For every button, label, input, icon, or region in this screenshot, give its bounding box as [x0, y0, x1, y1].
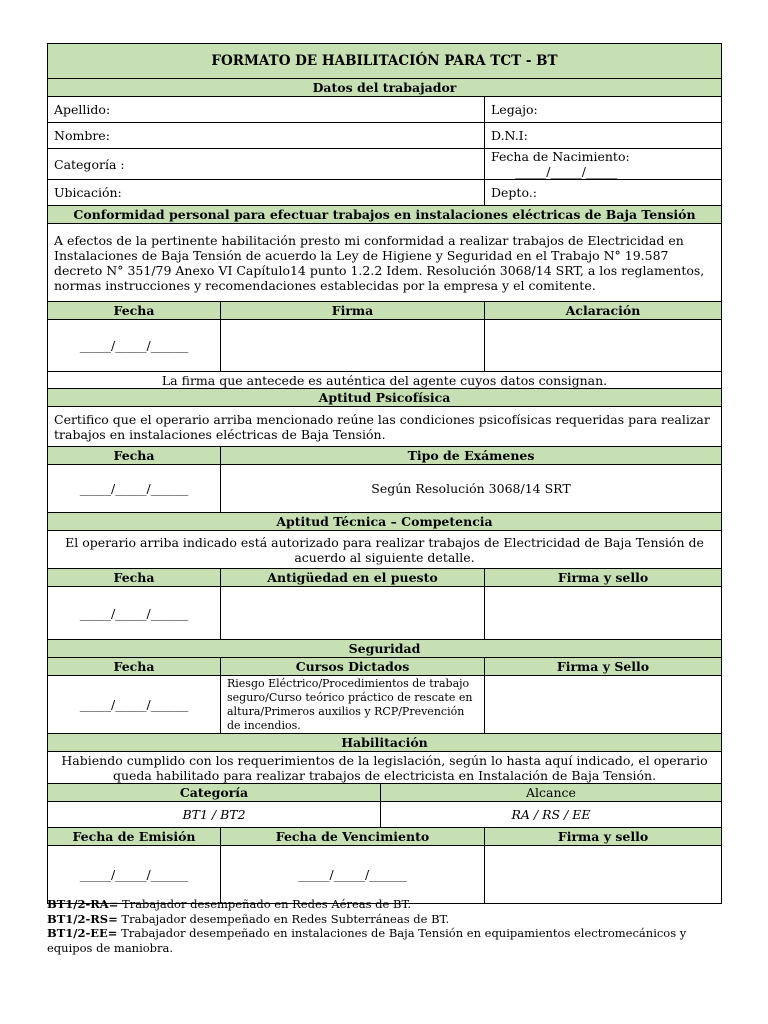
footnote-ra-text: Trabajador desempeñado en Redes Aéreas de BT.: [118, 897, 412, 911]
conformidad-note: La firma que antecede es auténtica del agente cuyos datos consignan.: [48, 372, 722, 389]
tecnica-col-antiguedad: Antigüedad en el puesto: [221, 569, 485, 587]
footnote-rs: [47, 912, 721, 927]
tecnica-antiguedad-cell[interactable]: [221, 587, 485, 640]
tecnica-col-fecha: Fecha: [48, 569, 221, 587]
footnote-rs-text: Trabajador desempeñado en Redes Subterráneas de BT.: [117, 911, 450, 926]
categoria-value: BT1 / BT2: [48, 802, 381, 828]
conformidad-col-fecha: Fecha: [48, 302, 221, 320]
depto-field[interactable]: Depto.:: [485, 180, 722, 206]
conformidad-fecha-blank[interactable]: _____/_____/______: [48, 320, 221, 372]
conformidad-col-aclaracion: Aclaración: [485, 302, 722, 320]
tecnica-firma-cell[interactable]: [485, 587, 722, 640]
footnote-rs-code: BT1/2-RS=: [47, 911, 118, 926]
col-firma-sello: Firma y sello: [485, 828, 722, 846]
col-fecha-vencimiento: Fecha de Vencimiento: [221, 828, 485, 846]
conformidad-text: A efectos de la pertinente habilitación presto mi conformidad a realizar trabajos de Electricidad en Instalaciones de Baja Tensión de acuerdo la Ley de Higiene y Seguridad en el Trabajo N° 19.587 decreto N° 351/79 Anexo VI Capítulo14 punto 1.2.2 Idem. Resolución 3068/14 SRT, a los reglamentos, normas instrucciones y recomendaciones establecidas por la empresa y el comitente.: [48, 224, 722, 302]
seguridad-header: Seguridad: [48, 640, 722, 658]
seguridad-col-fecha: Fecha: [48, 658, 221, 676]
habilitacion-col-categoria: Categoría: [48, 784, 381, 802]
footnote-ee-text: Trabajador desempeñado en instalaciones de Baja Tensión en equipamientos electromecánicos y equipos de maniobra.: [47, 926, 687, 955]
psicofisica-text: Certifico que el operario arriba mencionado reúne las condiciones psicofísicas requeridas para realizar trabajos en instalaciones eléctricas de Baja Tensión.: [48, 407, 722, 447]
psicofisica-tipo-value: Según Resolución 3068/14 SRT: [221, 465, 722, 513]
footnote-ee: [47, 926, 721, 955]
fecha-nacimiento-label: Fecha de Nacimiento:: [491, 149, 630, 164]
vencimiento-blank[interactable]: _____/_____/______: [221, 846, 485, 904]
legajo-field[interactable]: Legajo:: [485, 97, 722, 123]
tecnica-header: Aptitud Técnica – Competencia: [48, 513, 722, 531]
psicofisica-header: Aptitud Psicofísica: [48, 389, 722, 407]
footnote-ra: [47, 897, 721, 912]
dni-field[interactable]: D.N.I:: [485, 123, 722, 149]
fecha-nacimiento-blank: _____/_____/_____: [515, 164, 618, 179]
habilitacion-firma-cell[interactable]: [485, 846, 722, 904]
habilitacion-col-alcance: Alcance: [381, 784, 722, 802]
emision-blank[interactable]: _____/_____/______: [48, 846, 221, 904]
seguridad-col-firma: Firma y Sello: [485, 658, 722, 676]
col-fecha-emision: Fecha de Emisión: [48, 828, 221, 846]
seguridad-col-cursos: Cursos Dictados: [221, 658, 485, 676]
habilitacion-header: Habilitación: [48, 734, 722, 752]
seguridad-cursos-value: Riesgo Eléctrico/Procedimientos de trabajo seguro/Curso teórico práctico de rescate en altura/Primeros auxilios y RCP/Prevención de incendios.: [221, 676, 485, 734]
fecha-nacimiento-field[interactable]: [485, 149, 722, 180]
form-title: FORMATO DE HABILITACIÓN PARA TCT - BT: [48, 44, 722, 79]
footnote-ee-code: BT1/2-EE=: [47, 926, 118, 940]
nombre-field[interactable]: Nombre:: [48, 123, 485, 149]
datos-header: Datos del trabajador: [48, 79, 722, 97]
psicofisica-col-fecha: Fecha: [48, 447, 221, 465]
alcance-value: RA / RS / EE: [381, 802, 722, 828]
footnote-ra-code: BT1/2-RA=: [47, 897, 119, 911]
tecnica-col-firma: Firma y sello: [485, 569, 722, 587]
seguridad-firma-cell[interactable]: [485, 676, 722, 734]
categoria-field[interactable]: Categoría :: [48, 149, 485, 180]
conformidad-firma-cell[interactable]: [221, 320, 485, 372]
habilitacion-form: [47, 43, 722, 904]
ubicacion-field[interactable]: Ubicación:: [48, 180, 485, 206]
psicofisica-fecha-blank[interactable]: _____/_____/______: [48, 465, 221, 513]
apellido-field[interactable]: Apellido:: [48, 97, 485, 123]
psicofisica-col-tipo: Tipo de Exámenes: [221, 447, 722, 465]
conformidad-header: Conformidad personal para efectuar trabajos en instalaciones eléctricas de Baja Tensión: [48, 206, 722, 224]
habilitacion-text: Habiendo cumplido con los requerimientos de la legislación, según lo hasta aquí indicado, el operario queda habilitado para realizar trabajos de electricista en Instalación de Baja Tensión.: [48, 752, 722, 784]
conformidad-aclaracion-cell[interactable]: [485, 320, 722, 372]
tecnica-text: El operario arriba indicado está autorizado para realizar trabajos de Electricidad de Baja Tensión de acuerdo al siguiente detalle.: [48, 531, 722, 569]
seguridad-fecha-blank[interactable]: _____/_____/______: [48, 676, 221, 734]
conformidad-col-firma: Firma: [221, 302, 485, 320]
tecnica-fecha-blank[interactable]: _____/_____/______: [48, 587, 221, 640]
footnotes: [47, 897, 721, 955]
